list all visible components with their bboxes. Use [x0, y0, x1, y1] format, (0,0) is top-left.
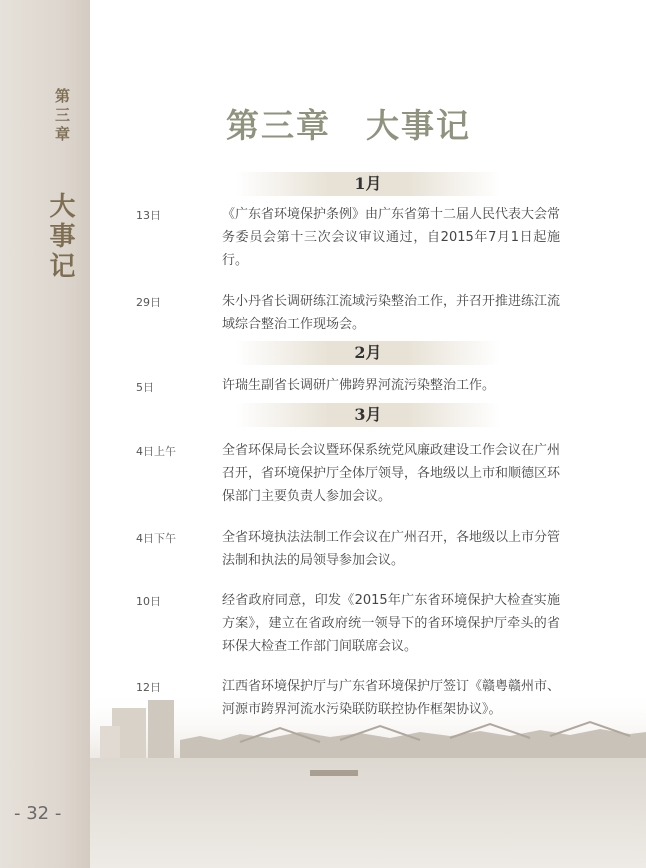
entry-text: 《广东省环境保护条例》由广东省第十二届人民代表大会常务委员会第十三次会议审议通过，自2015年7月1日起施行。 [222, 207, 561, 268]
sidebar-chapter-title: 大事记 [45, 192, 75, 282]
entry-text: 江西省环境保护厅与广东省环境保护厅签订《赣粤赣州市、河源市跨界河流水污染联防联控协作框架协议》。 [222, 679, 561, 717]
entry-date: 29日 [136, 296, 161, 309]
entry-text: 朱小丹省长调研练江流域污染整治工作，并召开推进练江流域综合整治工作现场会。 [222, 294, 561, 332]
month-header-january: 1月 [236, 172, 500, 196]
month-header-march: 3月 [236, 403, 500, 427]
page-title: 第三章 大事记 [226, 106, 471, 145]
entry-date: 13日 [136, 209, 161, 222]
entry-text: 全省环境执法法制工作会议在广州召开，各地级以上市分管法制和执法的局领导参加会议。 [222, 530, 561, 568]
entry-date: 12日 [136, 681, 161, 694]
entry-date: 10日 [136, 595, 161, 608]
chapter-sidebar [0, 0, 90, 868]
entry-text: 全省环保局长会议暨环保系统党风廉政建设工作会议在广州召开，省环境保护厅全体厅领导，各地级以上市和顺德区环保部门主要负责人参加会议。 [222, 443, 561, 504]
sidebar-chapter-label: 第三章 [53, 88, 71, 145]
entry-date: 4日上午 [136, 445, 176, 458]
entry-text: 许瑞生副省长调研广佛跨界河流污染整治工作。 [222, 378, 496, 393]
month-header-february: 2月 [236, 341, 500, 365]
page-number: - 32 - [14, 803, 62, 824]
entry-text: 经省政府同意，印发《2015年广东省环境保护大检查实施方案》，建立在省政府统一领导下的省环境保护厅牵头的省环保大检查工作部门间联席会议。 [222, 593, 560, 654]
entry-date: 5日 [136, 381, 154, 394]
entry-date: 4日下午 [136, 532, 176, 545]
